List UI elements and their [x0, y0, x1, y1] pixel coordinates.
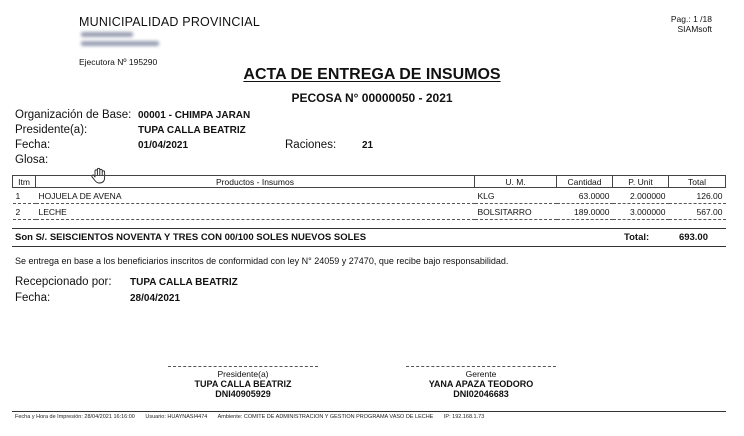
footer-user: Usuario: HUAYNASI4474 — [145, 414, 208, 420]
col-um: U. M. — [475, 176, 557, 188]
signature-line — [168, 366, 318, 367]
row-total: 126.00 — [669, 188, 726, 204]
col-itm: Itm — [13, 176, 36, 188]
signature-name: TUPA CALLA BEATRIZ — [194, 379, 292, 389]
total-in-words: Son S/. SEISCIENTOS NOVENTA Y TRES CON 00/100 SOLES NUEVOS SOLES — [15, 232, 367, 243]
legal-note: Se entrega en base a los beneficiarios inscritos de conformidad con ley N° 24059 y 27470, que recibe bajo responsabilidad. — [15, 256, 509, 266]
reception-date-label: Fecha: — [15, 292, 51, 304]
total-value: 693.00 — [678, 232, 708, 243]
org-value: 00001 - CHIMPA JARAN — [138, 110, 251, 121]
municipality-name: MUNICIPALIDAD PROVINCIAL — [79, 15, 260, 29]
footer-ip: IP: 192.168.1.73 — [443, 414, 485, 420]
received-value: TUPA CALLA BEATRIZ — [130, 277, 238, 288]
signature-president — [168, 366, 318, 399]
row-quantity: 189.0000 — [557, 204, 613, 220]
row-total: 567.00 — [669, 204, 726, 220]
col-unit-price: P. Unit — [613, 176, 669, 188]
document-title-text: ACTA DE ENTREGA DE INSUMOS — [243, 66, 501, 83]
document-title — [0, 66, 744, 84]
row-product: LECHE — [36, 204, 475, 220]
rations-label: Raciones: — [285, 139, 337, 151]
signature-dni: DNI02046683 — [453, 389, 509, 399]
president-label: Presidente(a): — [15, 124, 88, 136]
table-row — [13, 188, 726, 204]
page-number: Pag.: 1 /18 — [670, 14, 712, 24]
row-item: 2 — [13, 204, 36, 220]
footer-divider — [12, 411, 726, 412]
row-item: 1 — [13, 188, 36, 204]
table-row — [13, 204, 726, 220]
signature-dni: DNI40905929 — [215, 389, 271, 399]
print-footer — [15, 414, 493, 420]
row-um: BOLSITARRO — [475, 204, 557, 220]
signature-line — [406, 366, 556, 367]
row-unit-price: 3.000000 — [613, 204, 669, 220]
col-total: Total — [669, 176, 726, 188]
row-product: HOJUELA DE AVENA — [36, 188, 475, 204]
date-label: Fecha: — [15, 139, 51, 151]
rations-value: 21 — [362, 140, 374, 151]
redacted-text — [79, 30, 161, 52]
row-unit-price: 2.000000 — [613, 188, 669, 204]
col-quantity: Cantidad — [557, 176, 613, 188]
glosa-label: Glosa: — [15, 154, 49, 166]
system-name: SIAMsoft — [677, 23, 712, 34]
divider-bottom — [12, 246, 726, 247]
page-info — [671, 15, 712, 34]
col-product: Productos - Insumos — [36, 176, 475, 188]
received-label: Recepcionado por: — [15, 276, 112, 288]
table-header-row — [13, 176, 726, 188]
pecosa-number: PECOSA N° 00000050 - 2021 — [291, 91, 453, 105]
signature-role: Gerente — [465, 369, 497, 379]
signature-role: Presidente(a) — [217, 369, 269, 379]
signature-manager — [406, 366, 556, 399]
reception-date-value: 28/04/2021 — [130, 293, 181, 304]
president-value: TUPA CALLA BEATRIZ — [138, 125, 246, 136]
total-label: Total: — [624, 232, 650, 243]
footer-print-date: Fecha y Hora de Impresión: 28/04/2021 16:16:00 — [15, 414, 135, 420]
divider-top — [12, 228, 726, 229]
footer-environment: Ambiente: COMITE DE ADMINISTRACION Y GESTION PROGRAMA VASO DE LECHE — [217, 414, 434, 420]
items-table — [12, 175, 726, 220]
date-value: 01/04/2021 — [138, 140, 189, 151]
row-quantity: 63.0000 — [557, 188, 613, 204]
row-um: KLG — [475, 188, 557, 204]
ejecutora-number: Ejecutora Nº 195290 — [79, 57, 158, 67]
signature-name: YANA APAZA TEODORO — [428, 379, 534, 389]
org-label: Organización de Base: — [15, 109, 132, 121]
